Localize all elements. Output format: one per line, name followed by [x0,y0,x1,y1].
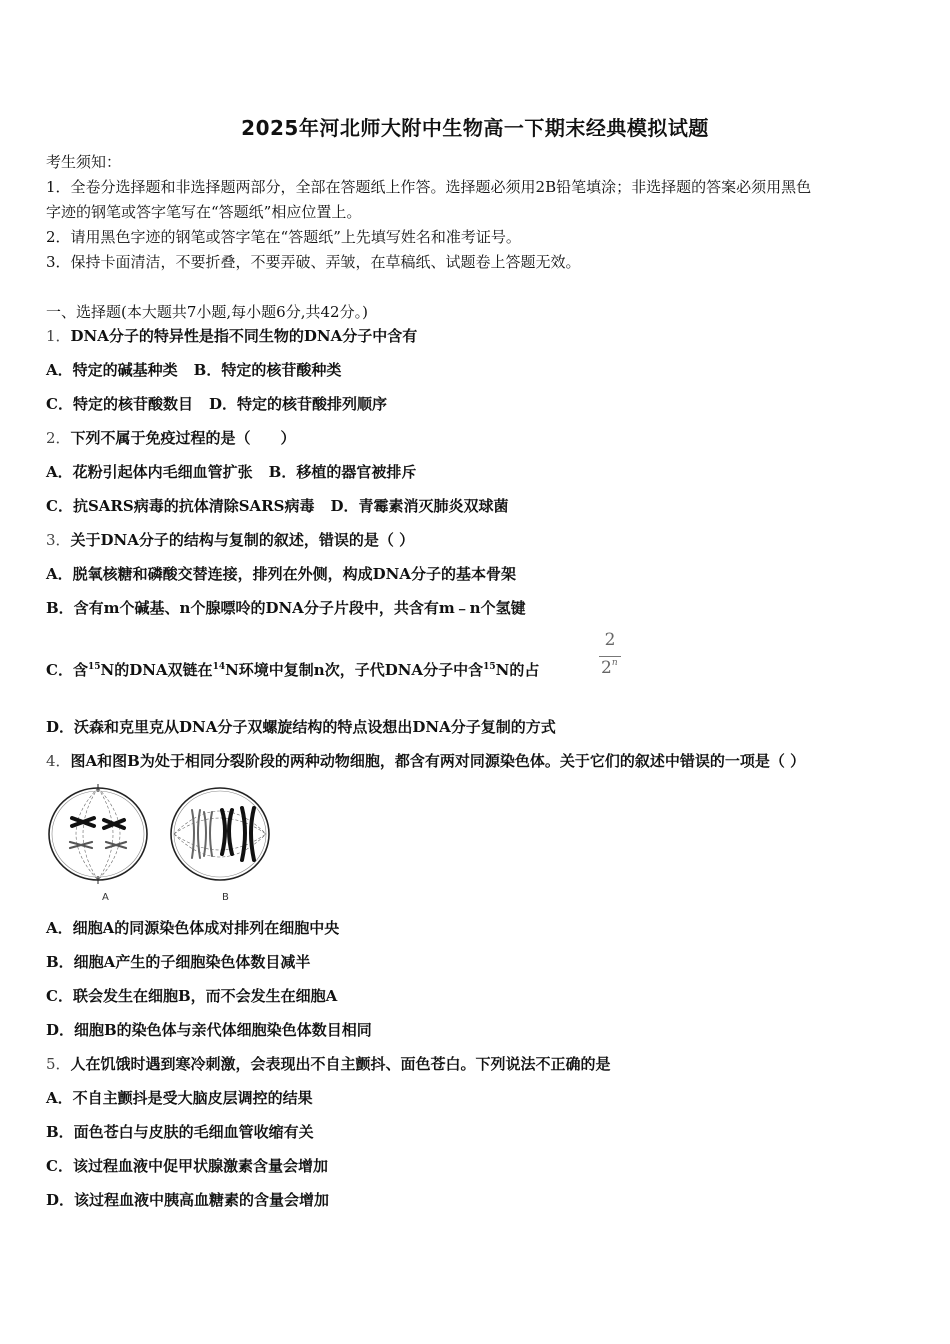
notice-item-1-cont: 字迹的钢笔或答字笔写在“答题纸”相应位置上。 [46,203,362,221]
question-number: 1． [46,327,71,345]
option-c-text: N的占 [495,661,540,679]
fraction-bar [599,656,621,657]
q4-option-b: B．细胞A产生的子细胞染色体数目减半 [46,953,311,971]
cell-b-diagram [171,788,269,880]
q2-options-ab [46,462,416,482]
question-4 [46,751,805,771]
option-d: D．青霉素消灭肺炎双球菌 [330,497,509,515]
isotope-mass: 15 [87,662,101,672]
question-1 [46,326,417,346]
question-stem: 下列不属于免疫过程的是（ ） [70,429,296,447]
q5-option-d: D．该过程血液中胰高血糖素的含量会增加 [46,1191,330,1209]
option-d: D．特定的核苷酸排列顺序 [208,395,387,413]
option-a: A．特定的碱基种类 [46,361,178,379]
q3-option-b: B．含有m个碱基、n个腺嘌呤的DNA分子片段中，共含有m﹣n个氢键 [46,599,526,617]
cell-a-diagram [49,784,147,884]
question-number: 5． [46,1055,71,1073]
q4-option-a: A．细胞A的同源染色体成对排列在细胞中央 [46,919,340,937]
option-c: C．特定的核苷酸数目 [46,395,193,413]
question-stem: DNA分子的特异性是指不同生物的DNA分子中含有 [70,327,418,345]
q3-option-d: D．沃森和克里克从DNA分子双螺旋结构的特点设想出DNA分子复制的方式 [46,718,556,736]
q4-option-c: C．联会发生在细胞B，而不会发生在细胞A [46,987,338,1005]
section-heading: 一、选择题(本大题共7小题,每小题6分,共42分。) [46,303,368,321]
question-number: 3． [46,531,71,549]
option-c-text: N的DNA双链在 [100,661,213,679]
q4-option-d: D．细胞B的染色体与亲代体细胞染色体数目相同 [46,1021,372,1039]
fraction-denominator: 2$^n$ [601,658,618,678]
question-stem: 人在饥饿时遇到寒冷刺激，会表现出不自主颤抖、面色苍白。下列说法不正确的是 [70,1055,611,1073]
figure-label-b: B [222,892,229,903]
q3-option-c [46,657,539,680]
question-3 [46,530,414,550]
isotope-mass: 15 [483,662,496,672]
figure-label-a: A [102,892,109,903]
page-title: 2025年河北师大附中生物高一下期末经典模拟试题 [241,116,709,140]
option-b: B．移植的器官被排斥 [268,463,417,481]
question-number: 2． [46,429,71,447]
fraction-formula [598,630,622,680]
q5-option-b: B．面色苍白与皮肤的毛细血管收缩有关 [46,1123,314,1141]
question-5 [46,1054,611,1074]
question-number: 4． [46,752,71,770]
q5-option-a: A．不自主颤抖是受大脑皮层调控的结果 [46,1089,313,1107]
option-b: B．特定的核苷酸种类 [193,361,342,379]
question-2 [46,428,296,448]
q3-option-a: A．脱氧核糖和磷酸交替连接，排列在外侧，构成DNA分子的基本骨架 [46,565,516,583]
q1-options-ab [46,360,341,380]
question-stem: 图A和图B为处于相同分裂阶段的两种动物细胞，都含有两对同源染色体。关于它们的叙述中错误的一项是（ ） [70,752,806,770]
question-stem: 关于DNA分子的结构与复制的叙述，错误的是（ ） [70,531,415,549]
notice-item-2: 2．请用黑色字迹的钢笔或答字笔在“答题纸”上先填写姓名和准考证号。 [46,228,521,246]
option-a: A．花粉引起体内毛细血管扩张 [46,463,253,481]
fraction-exponent: n [611,658,618,668]
option-c: C．抗SARS病毒的抗体清除SARS病毒 [46,497,315,515]
option-c-text: C．含 [46,661,88,679]
q5-option-c: C．该过程血液中促甲状腺激素含量会增加 [46,1157,328,1175]
fraction-numerator: 2 [604,630,616,650]
notice-heading: 考生须知： [46,153,122,171]
q1-options-cd [46,394,387,414]
option-c-text: N环境中复制n次，子代DNA分子中含 [225,661,484,679]
notice-item-1: 1．全卷分选择题和非选择题两部分，全部在答题纸上作答。选择题必须用2B铅笔填涂；非选择题的答案必须用黑色 [46,178,812,196]
isotope-mass: 14 [212,662,226,672]
q2-options-cd [46,496,509,516]
cell-division-figure [46,782,274,904]
notice-item-3: 3．保持卡面清洁，不要折叠，不要弄破、弄皱，在草稿纸、试题卷上答题无效。 [46,253,581,271]
